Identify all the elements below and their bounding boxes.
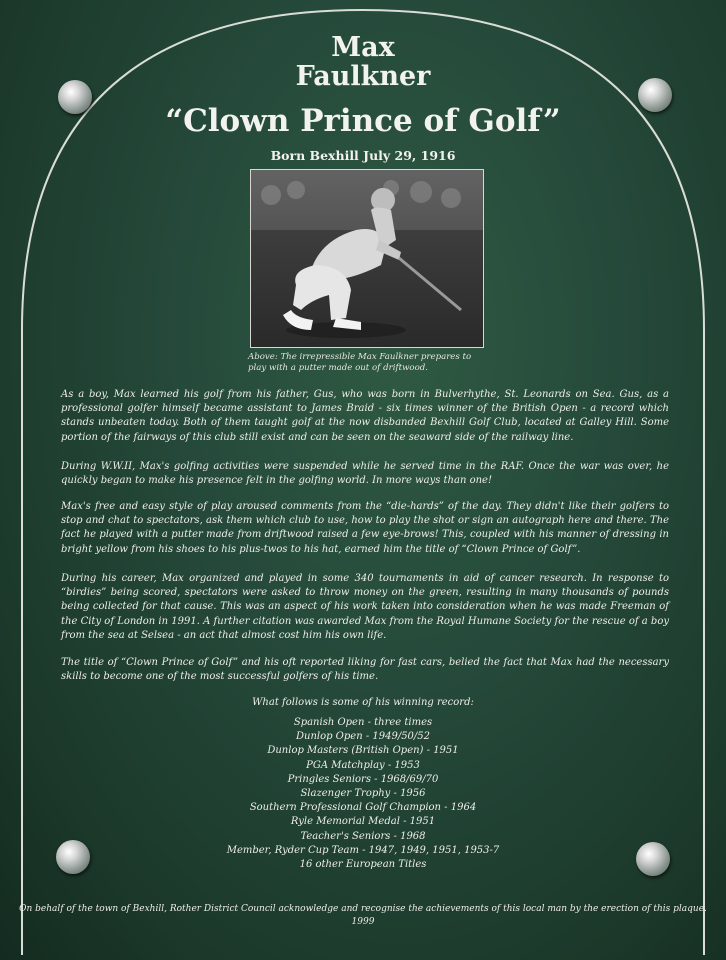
bio-paragraph-4: During his career, Max organized and played in some 340 tournaments in aid of cancer research. In response to “birdies” being scored, spectators were asked to throw money on the green, resulting in many thousands of pounds being collected for that cause. This was an aspect of his work taken into consideration when he was made Freeman of the City of London in 1991. A further citation was awarded Max from the Royal Humane Society for the rescue of a boy from the sea at Selsea - an act that almost cost him his own life. bbox=[61, 573, 669, 641]
bio-paragraph-1: As a boy, Max learned his golf from his father, Gus, who was born in Bulverhythe, St. Leonards on Sea. Gus, as a professional golfer himself became assistant to James Braid - six times winner of the British Open - a record which stands unbeaten today. Both of them taught golf at the now disbanded Bexhill Golf Club, located at Galley Hill. Some portion of the fairways of this club still exist and can be seen on the seaward side of the railway line. bbox=[61, 389, 669, 443]
record-item: Dunlop Masters (British Open) - 1951 bbox=[267, 745, 459, 757]
nickname-title: “Clown Prince of Golf” bbox=[165, 103, 561, 139]
record-item: Slazenger Trophy - 1956 bbox=[300, 787, 426, 799]
photo-caption: Above: The irrepressible Max Faulkner prepares to play with a putter made out of driftwood. bbox=[248, 352, 472, 373]
dedication-text: On behalf of the town of Bexhill, Rother District Council acknowledge and recognise the achievements of this local man by the erection of this plaque. bbox=[19, 904, 707, 914]
record-item: Teacher's Seniors - 1968 bbox=[300, 830, 426, 842]
record-item: Dunlop Open - 1949/50/52 bbox=[295, 731, 431, 743]
record-item: Spanish Open - three times bbox=[293, 717, 433, 728]
winning-record-list bbox=[0, 716, 726, 872]
record-item: Member, Ryder Cup Team - 1947, 1949, 1951, 1953-7 bbox=[226, 844, 500, 856]
bio-paragraph-5: The title of “Clown Prince of Golf” and his oft reported liking for fast cars, belied the fact that Max had the necessary skills to become one of the most successful golfers of his time. bbox=[61, 657, 669, 683]
record-item: Southern Professional Golf Champion - 1964 bbox=[249, 802, 477, 814]
record-item: PGA Matchplay - 1953 bbox=[306, 759, 420, 771]
record-item: Pringles Seniors - 1968/69/70 bbox=[287, 773, 439, 785]
record-intro: What follows is some of his winning record: bbox=[252, 697, 474, 708]
golfer-photo bbox=[250, 169, 484, 348]
record-item: 16 other European Titles bbox=[299, 858, 427, 870]
name-last: Faulkner bbox=[295, 61, 431, 92]
dedication-footer bbox=[0, 903, 726, 929]
record-item: Ryle Memorial Medal - 1951 bbox=[290, 816, 436, 828]
birth-line: Born Bexhill July 29, 1916 bbox=[270, 148, 456, 163]
name-first: Max bbox=[331, 32, 395, 63]
bio-paragraph-2: During W.W.II, Max's golfing activities were suspended while he served time in the RAF. Once the war was over, he quickly began to make his presence felt in the golfing world. In more ways than one! bbox=[61, 461, 669, 487]
dedication-year: 1999 bbox=[351, 917, 375, 927]
bio-paragraph-3: Max's free and easy style of play aroused comments from the “die-hards” of the day. They didn't like their golfers to stop and chat to spectators, ask them which club to use, how to play the shot or sign an autograph here and there. The fact he played with a putter made from driftwood raised a few eye-brows! This, coupled with his manner of dressing in bright yellow from his shoes to his plus-twos to his hat, earned him the title of “Clown Prince of Golf”. bbox=[61, 501, 669, 555]
